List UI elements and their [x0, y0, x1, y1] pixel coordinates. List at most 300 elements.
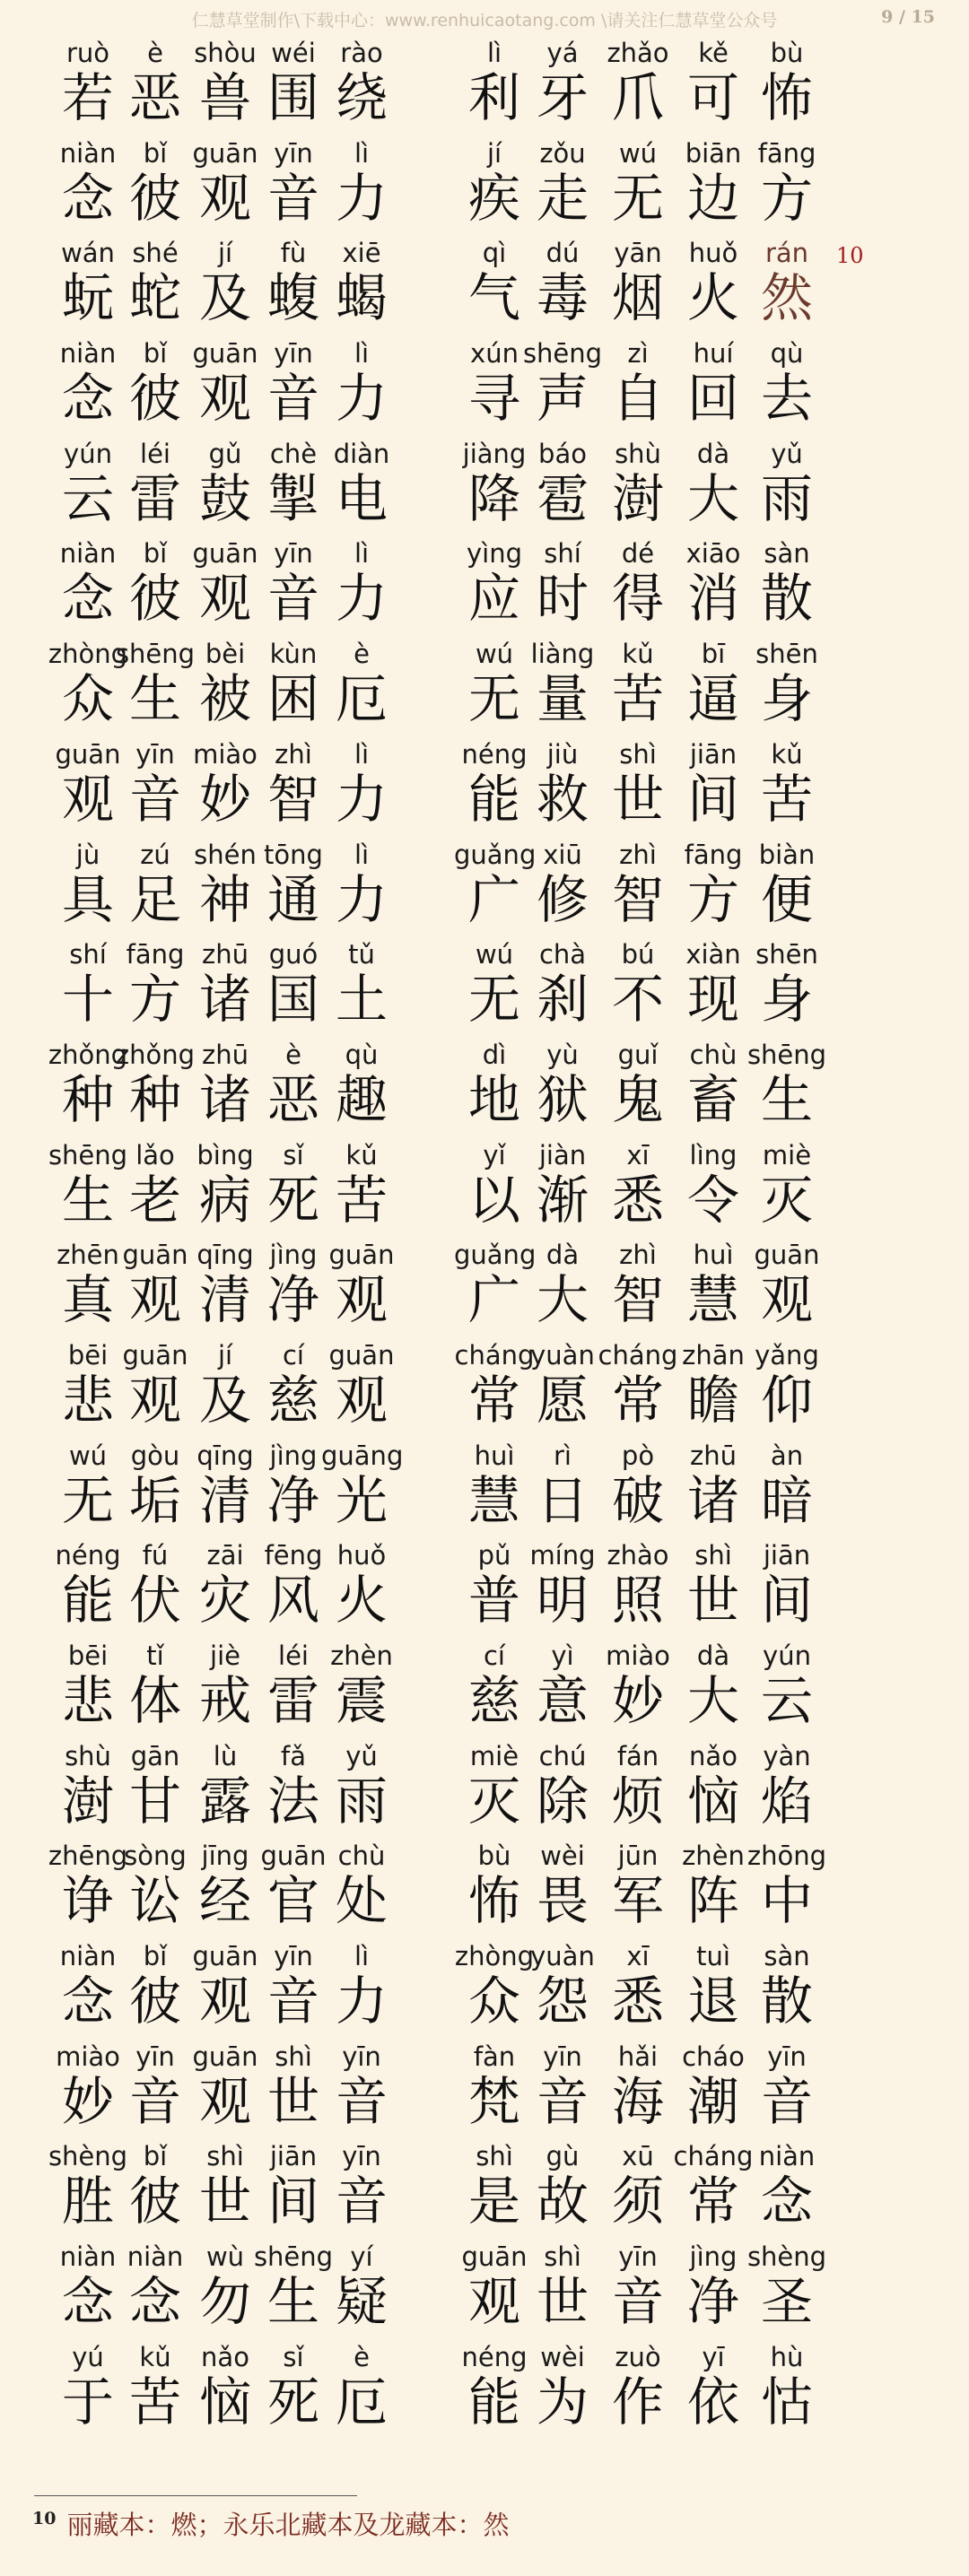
hanzi: 通 [266, 868, 319, 930]
pinyin: shēn [755, 639, 818, 670]
pinyin: báo [538, 438, 587, 469]
character-cell [115, 2040, 196, 2132]
verse-line [0, 737, 969, 838]
hanzi: 法 [266, 1770, 319, 1832]
character-cell [746, 1238, 827, 1331]
hanzi: 音 [335, 2171, 388, 2232]
pinyin: fú [142, 1540, 169, 1571]
verse-line [0, 1939, 969, 2040]
verse-line [0, 637, 969, 737]
hanzi: 散 [760, 568, 813, 630]
pinyin: zhì [275, 738, 312, 770]
hanzi: 潮 [686, 2070, 739, 2132]
character-cell [673, 2139, 754, 2232]
verse-line [0, 937, 969, 1038]
pinyin: è [147, 38, 163, 68]
character-cell [746, 737, 827, 830]
character-cell [746, 1939, 827, 2032]
pinyin: guān [192, 338, 258, 370]
pinyin: bī [701, 639, 726, 670]
hanzi: 诸 [198, 969, 251, 1031]
hanzi: 方 [760, 167, 813, 229]
hanzi: 观 [198, 1971, 251, 2032]
verse-line [0, 1439, 969, 1539]
pinyin: jí [486, 137, 502, 169]
character-cell [746, 1839, 827, 1932]
pinyin: sàn [764, 1941, 810, 1972]
hanzi: 念 [61, 167, 114, 229]
pinyin: qì [482, 238, 507, 269]
pinyin: bèi [205, 639, 246, 670]
pinyin: guān [55, 738, 121, 770]
pinyin: wú [68, 1440, 108, 1471]
character-cell [321, 2040, 402, 2132]
pinyin: guān [754, 1240, 820, 1271]
hanzi: 念 [61, 568, 114, 630]
hanzi: 普 [467, 1570, 520, 1632]
pinyin: dé [621, 538, 655, 570]
hanzi: 念 [760, 2171, 813, 2232]
pinyin: zhǎo [607, 38, 669, 68]
hanzi: 清 [198, 1269, 251, 1331]
hanzi: 念 [61, 1971, 114, 2032]
pinyin: jūn [617, 1841, 659, 1872]
verse-line [0, 1538, 969, 1639]
hanzi: 暗 [760, 1469, 813, 1531]
hanzi: 大 [686, 467, 739, 529]
hanzi: 智 [611, 868, 664, 930]
character-cell [598, 1338, 678, 1431]
hanzi: 蛇 [128, 267, 181, 329]
hanzi: 自 [611, 368, 664, 430]
pinyin: zhū [202, 1039, 249, 1070]
character-cell [115, 336, 196, 430]
hanzi: 妙 [198, 768, 251, 830]
character-cell [321, 1839, 402, 1932]
character-cell [746, 236, 827, 329]
hanzi: 音 [128, 2070, 181, 2132]
pinyin: tǔ [348, 939, 375, 970]
verse-line [0, 2040, 969, 2140]
character-cell [321, 1739, 402, 1832]
pinyin: xī [626, 1941, 650, 1972]
pinyin: wù [205, 2241, 245, 2273]
hanzi: 力 [335, 768, 388, 830]
hanzi: 怨 [536, 1971, 589, 2032]
character-cell [115, 937, 196, 1031]
character-cell [598, 1238, 678, 1331]
hanzi: 声 [536, 368, 589, 430]
character-cell [673, 36, 754, 126]
hanzi: 讼 [128, 1870, 181, 1932]
pinyin: zhū [690, 1440, 737, 1471]
character-cell [746, 1138, 827, 1231]
hanzi: 真 [61, 1269, 114, 1331]
pinyin: néng [461, 738, 528, 770]
character-cell [673, 236, 754, 329]
hanzi: 胜 [61, 2171, 114, 2232]
hanzi: 力 [335, 167, 388, 229]
hanzi: 火 [335, 1570, 388, 1632]
character-cell [115, 2240, 196, 2333]
pinyin: guǎng [454, 839, 537, 870]
character-cell [522, 236, 603, 329]
character-cell [115, 838, 196, 930]
pinyin: yuàn [530, 1339, 595, 1371]
hanzi: 火 [686, 267, 739, 329]
character-cell [522, 2040, 603, 2132]
hanzi: 世 [266, 2070, 319, 2132]
hanzi: 作 [611, 2371, 664, 2432]
character-cell [673, 1639, 754, 1731]
character-cell [321, 1138, 402, 1231]
pinyin: zhēng [48, 1841, 128, 1872]
character-cell [673, 637, 754, 730]
pinyin: yú [72, 2341, 104, 2372]
pinyin: léi [140, 438, 170, 469]
pinyin: dà [696, 438, 730, 469]
character-cell [598, 1639, 678, 1731]
hanzi: 大 [686, 1670, 739, 1731]
hanzi: 慧 [467, 1469, 520, 1531]
hanzi: 日 [536, 1469, 589, 1531]
verse-line [0, 1639, 969, 1739]
pinyin: nǎo [201, 2341, 249, 2372]
hanzi: 死 [266, 1169, 319, 1231]
hanzi: 音 [266, 167, 319, 229]
verse-line [0, 2240, 969, 2340]
character-cell [673, 737, 754, 830]
hanzi: 观 [128, 1369, 181, 1431]
character-cell [321, 2340, 402, 2430]
character-cell [115, 2139, 196, 2232]
hanzi: 身 [760, 969, 813, 1031]
pinyin: shì [544, 2241, 581, 2273]
pinyin: shì [694, 1540, 732, 1571]
character-cell [522, 1538, 603, 1632]
hanzi: 圣 [760, 2271, 813, 2333]
pinyin: yù [546, 1039, 579, 1070]
pinyin: jù [75, 839, 100, 870]
character-cell [673, 2040, 754, 2132]
hanzi: 量 [536, 668, 589, 730]
pinyin: sòng [124, 1841, 187, 1872]
hanzi: 净 [266, 1469, 319, 1531]
verse-line [0, 437, 969, 537]
hanzi: 生 [61, 1169, 114, 1231]
hanzi: 恼 [198, 2371, 251, 2432]
hanzi: 彼 [128, 1971, 181, 2032]
hanzi: 勿 [198, 2271, 251, 2333]
hanzi: 疑 [335, 2271, 388, 2333]
hanzi: 无 [61, 1469, 114, 1531]
pinyin: huí [693, 338, 734, 370]
pinyin: yá [546, 38, 579, 68]
hanzi: 悲 [61, 1369, 114, 1431]
pinyin: zǒu [539, 137, 586, 169]
hanzi: 观 [128, 1269, 181, 1331]
pinyin: guān [192, 538, 258, 570]
hanzi: 彼 [128, 167, 181, 229]
pinyin: shēng [253, 2241, 334, 2273]
character-cell [321, 737, 402, 830]
hanzi: 观 [198, 167, 251, 229]
hanzi: 应 [467, 568, 520, 630]
pinyin: lì [354, 338, 370, 370]
hanzi: 散 [760, 1971, 813, 2032]
character-cell [673, 2340, 754, 2430]
pinyin: cháng [598, 1339, 678, 1371]
hanzi: 广 [467, 868, 520, 930]
pinyin: wèi [540, 1841, 585, 1872]
hanzi: 常 [611, 1369, 664, 1431]
hanzi: 妙 [611, 1670, 664, 1731]
hanzi: 力 [335, 1971, 388, 2032]
character-cell [746, 437, 827, 527]
pinyin: xún [470, 338, 519, 370]
hanzi: 世 [686, 1570, 739, 1632]
hanzi: 能 [61, 1570, 114, 1632]
pinyin: néng [461, 2341, 528, 2372]
hanzi: 世 [198, 2171, 251, 2232]
hanzi: 海 [611, 2070, 664, 2132]
verse-line [0, 1839, 969, 1939]
pinyin: kǔ [139, 2341, 171, 2372]
character-cell [115, 1338, 196, 1431]
hanzi: 死 [266, 2371, 319, 2432]
hanzi: 清 [198, 1469, 251, 1531]
character-cell [115, 1038, 196, 1130]
pinyin: guān [260, 1841, 327, 1872]
hanzi: 边 [686, 167, 739, 229]
pinyin: niàn [758, 2141, 816, 2172]
pinyin: zhǒng [48, 1039, 128, 1070]
pinyin: léi [278, 1640, 309, 1671]
hanzi: 仰 [760, 1369, 813, 1431]
hanzi: 故 [536, 2171, 589, 2232]
hanzi: 照 [611, 1570, 664, 1632]
pinyin: yīn [342, 2041, 381, 2072]
hanzi: 老 [128, 1169, 181, 1231]
character-cell [321, 437, 402, 527]
hanzi: 厄 [335, 668, 388, 730]
pinyin: jīng [201, 1841, 249, 1872]
character-cell [115, 2340, 196, 2430]
pinyin: xiē [342, 238, 381, 269]
hanzi: 澍 [611, 467, 664, 529]
pinyin: zhū [202, 939, 249, 970]
character-cell [321, 1538, 402, 1632]
character-cell [673, 1939, 754, 2032]
pinyin: niàn [59, 538, 117, 570]
verse-line [0, 1739, 969, 1840]
pinyin: xiàn [685, 939, 741, 970]
character-cell [321, 36, 402, 126]
character-cell [673, 136, 754, 229]
pinyin: kǔ [345, 1139, 378, 1171]
hanzi: 地 [467, 1068, 520, 1130]
pinyin: diàn [333, 438, 390, 469]
pinyin: shòu [194, 38, 257, 68]
hanzi: 及 [198, 1369, 251, 1431]
pinyin: chù [689, 1039, 738, 1070]
hanzi: 苦 [760, 768, 813, 830]
hanzi: 音 [536, 2070, 589, 2132]
pinyin: fàn [473, 2041, 516, 2072]
pinyin: zuò [615, 2341, 661, 2372]
hanzi: 为 [536, 2371, 589, 2432]
hanzi: 恼 [686, 1770, 739, 1832]
hanzi: 去 [760, 368, 813, 430]
character-cell [746, 637, 827, 730]
pinyin: yīn [543, 2041, 582, 2072]
pinyin: qīng [196, 1440, 254, 1471]
character-cell [746, 1338, 827, 1431]
pinyin: rào [340, 38, 383, 68]
character-cell [321, 536, 402, 630]
hanzi: 观 [760, 1269, 813, 1331]
pinyin: zhòng [48, 639, 128, 670]
pinyin: kǔ [622, 639, 654, 670]
character-cell [321, 2139, 402, 2232]
hanzi: 逼 [686, 668, 739, 730]
hanzi: 梵 [467, 2070, 520, 2132]
pinyin: fāng [684, 839, 743, 870]
hanzi: 可 [686, 67, 739, 128]
pinyin: wéi [271, 38, 316, 68]
pinyin: yīn [274, 137, 313, 169]
pinyin: xiāo [685, 538, 741, 570]
character-cell [321, 236, 402, 329]
character-cell [598, 2139, 678, 2232]
pinyin: chù [337, 1841, 386, 1872]
hanzi: 慈 [467, 1670, 520, 1731]
character-cell [522, 737, 603, 830]
character-cell [598, 136, 678, 229]
character-cell [522, 1338, 603, 1431]
hanzi: 生 [266, 2271, 319, 2333]
verse-line [0, 1038, 969, 1138]
pinyin: dú [546, 238, 580, 269]
pinyin: yīn [767, 2041, 807, 2072]
hanzi: 音 [266, 368, 319, 430]
character-cell [321, 1939, 402, 2032]
character-cell [321, 136, 402, 229]
hanzi: 能 [467, 2371, 520, 2432]
footnote [32, 2505, 509, 2542]
character-cell [522, 838, 603, 930]
hanzi: 露 [198, 1770, 251, 1832]
hanzi: 种 [61, 1068, 114, 1130]
pinyin: yì [551, 1640, 574, 1671]
pinyin: wú [618, 137, 658, 169]
hanzi: 牙 [536, 67, 589, 128]
pinyin: wú [475, 639, 514, 670]
header-text: 仁慧草堂制作\下载中心：www.renhuicaotang.com \请关注仁慧草堂公众号 [191, 11, 778, 30]
character-cell [115, 1439, 196, 1531]
pinyin: yǔ [345, 1740, 378, 1771]
hanzi: 生 [128, 668, 181, 730]
pinyin: è [285, 1039, 301, 1070]
character-cell [598, 336, 678, 430]
hanzi: 军 [611, 1870, 664, 1932]
character-cell [598, 1439, 678, 1531]
hanzi: 降 [467, 467, 520, 529]
hanzi: 鬼 [611, 1068, 664, 1130]
character-cell [598, 1739, 678, 1832]
verse-line [0, 236, 969, 336]
hanzi: 救 [536, 768, 589, 830]
hanzi: 趣 [335, 1068, 388, 1130]
pinyin: wán [61, 238, 115, 269]
hanzi: 掣 [266, 467, 319, 529]
character-cell [673, 1839, 754, 1932]
pinyin: fēng [264, 1540, 323, 1571]
pinyin: jìng [269, 1440, 318, 1471]
hanzi: 诤 [61, 1870, 114, 1932]
footnote-reference: 10 [836, 243, 864, 269]
pinyin: qīng [196, 1240, 254, 1271]
character-cell [746, 838, 827, 930]
hanzi: 种 [128, 1068, 181, 1130]
pinyin: fāng [757, 137, 816, 169]
hanzi: 身 [760, 668, 813, 730]
pinyin: bǐ [143, 137, 168, 169]
hanzi: 于 [61, 2371, 114, 2432]
pinyin: zāi [206, 1540, 244, 1571]
pinyin: xiū [543, 839, 582, 870]
pinyin: yuàn [530, 1941, 595, 1972]
verse-line [0, 36, 969, 136]
pinyin: bǐ [143, 1941, 168, 1972]
character-cell [321, 1038, 402, 1130]
pinyin: kǔ [771, 738, 803, 770]
pinyin: jiàn [538, 1139, 587, 1171]
pinyin: sǐ [283, 1139, 304, 1171]
hanzi: 常 [686, 2171, 739, 2232]
pinyin: shèng [746, 2241, 827, 2273]
pinyin: guān [192, 2041, 258, 2072]
pinyin: jí [217, 238, 233, 269]
hanzi: 蚖 [61, 267, 114, 329]
character-cell [522, 1138, 603, 1231]
character-cell [746, 336, 827, 430]
pinyin: gòu [130, 1440, 180, 1471]
pinyin: lì [354, 1941, 370, 1972]
pinyin: yún [64, 438, 112, 469]
hanzi: 爪 [611, 67, 664, 128]
hanzi: 疾 [467, 167, 520, 229]
pinyin: bēi [67, 1339, 109, 1371]
hanzi: 观 [61, 768, 114, 830]
hanzi: 灭 [760, 1169, 813, 1231]
pinyin: zì [627, 338, 649, 370]
hanzi: 退 [686, 1971, 739, 2032]
hanzi: 具 [61, 868, 114, 930]
pinyin: guān [328, 1240, 395, 1271]
pinyin: shèng [48, 2141, 128, 2172]
hanzi: 观 [335, 1269, 388, 1331]
character-cell [673, 2240, 754, 2333]
hanzi: 彼 [128, 2171, 181, 2232]
footnote-text: 丽藏本：燃；永乐北藏本及龙藏本：然 [66, 2510, 510, 2540]
hanzi: 垢 [128, 1469, 181, 1531]
pinyin: lìng [689, 1139, 738, 1171]
character-cell [321, 1238, 402, 1331]
hanzi: 广 [467, 1269, 520, 1331]
pinyin: shù [615, 438, 661, 469]
hanzi: 灭 [467, 1770, 520, 1832]
